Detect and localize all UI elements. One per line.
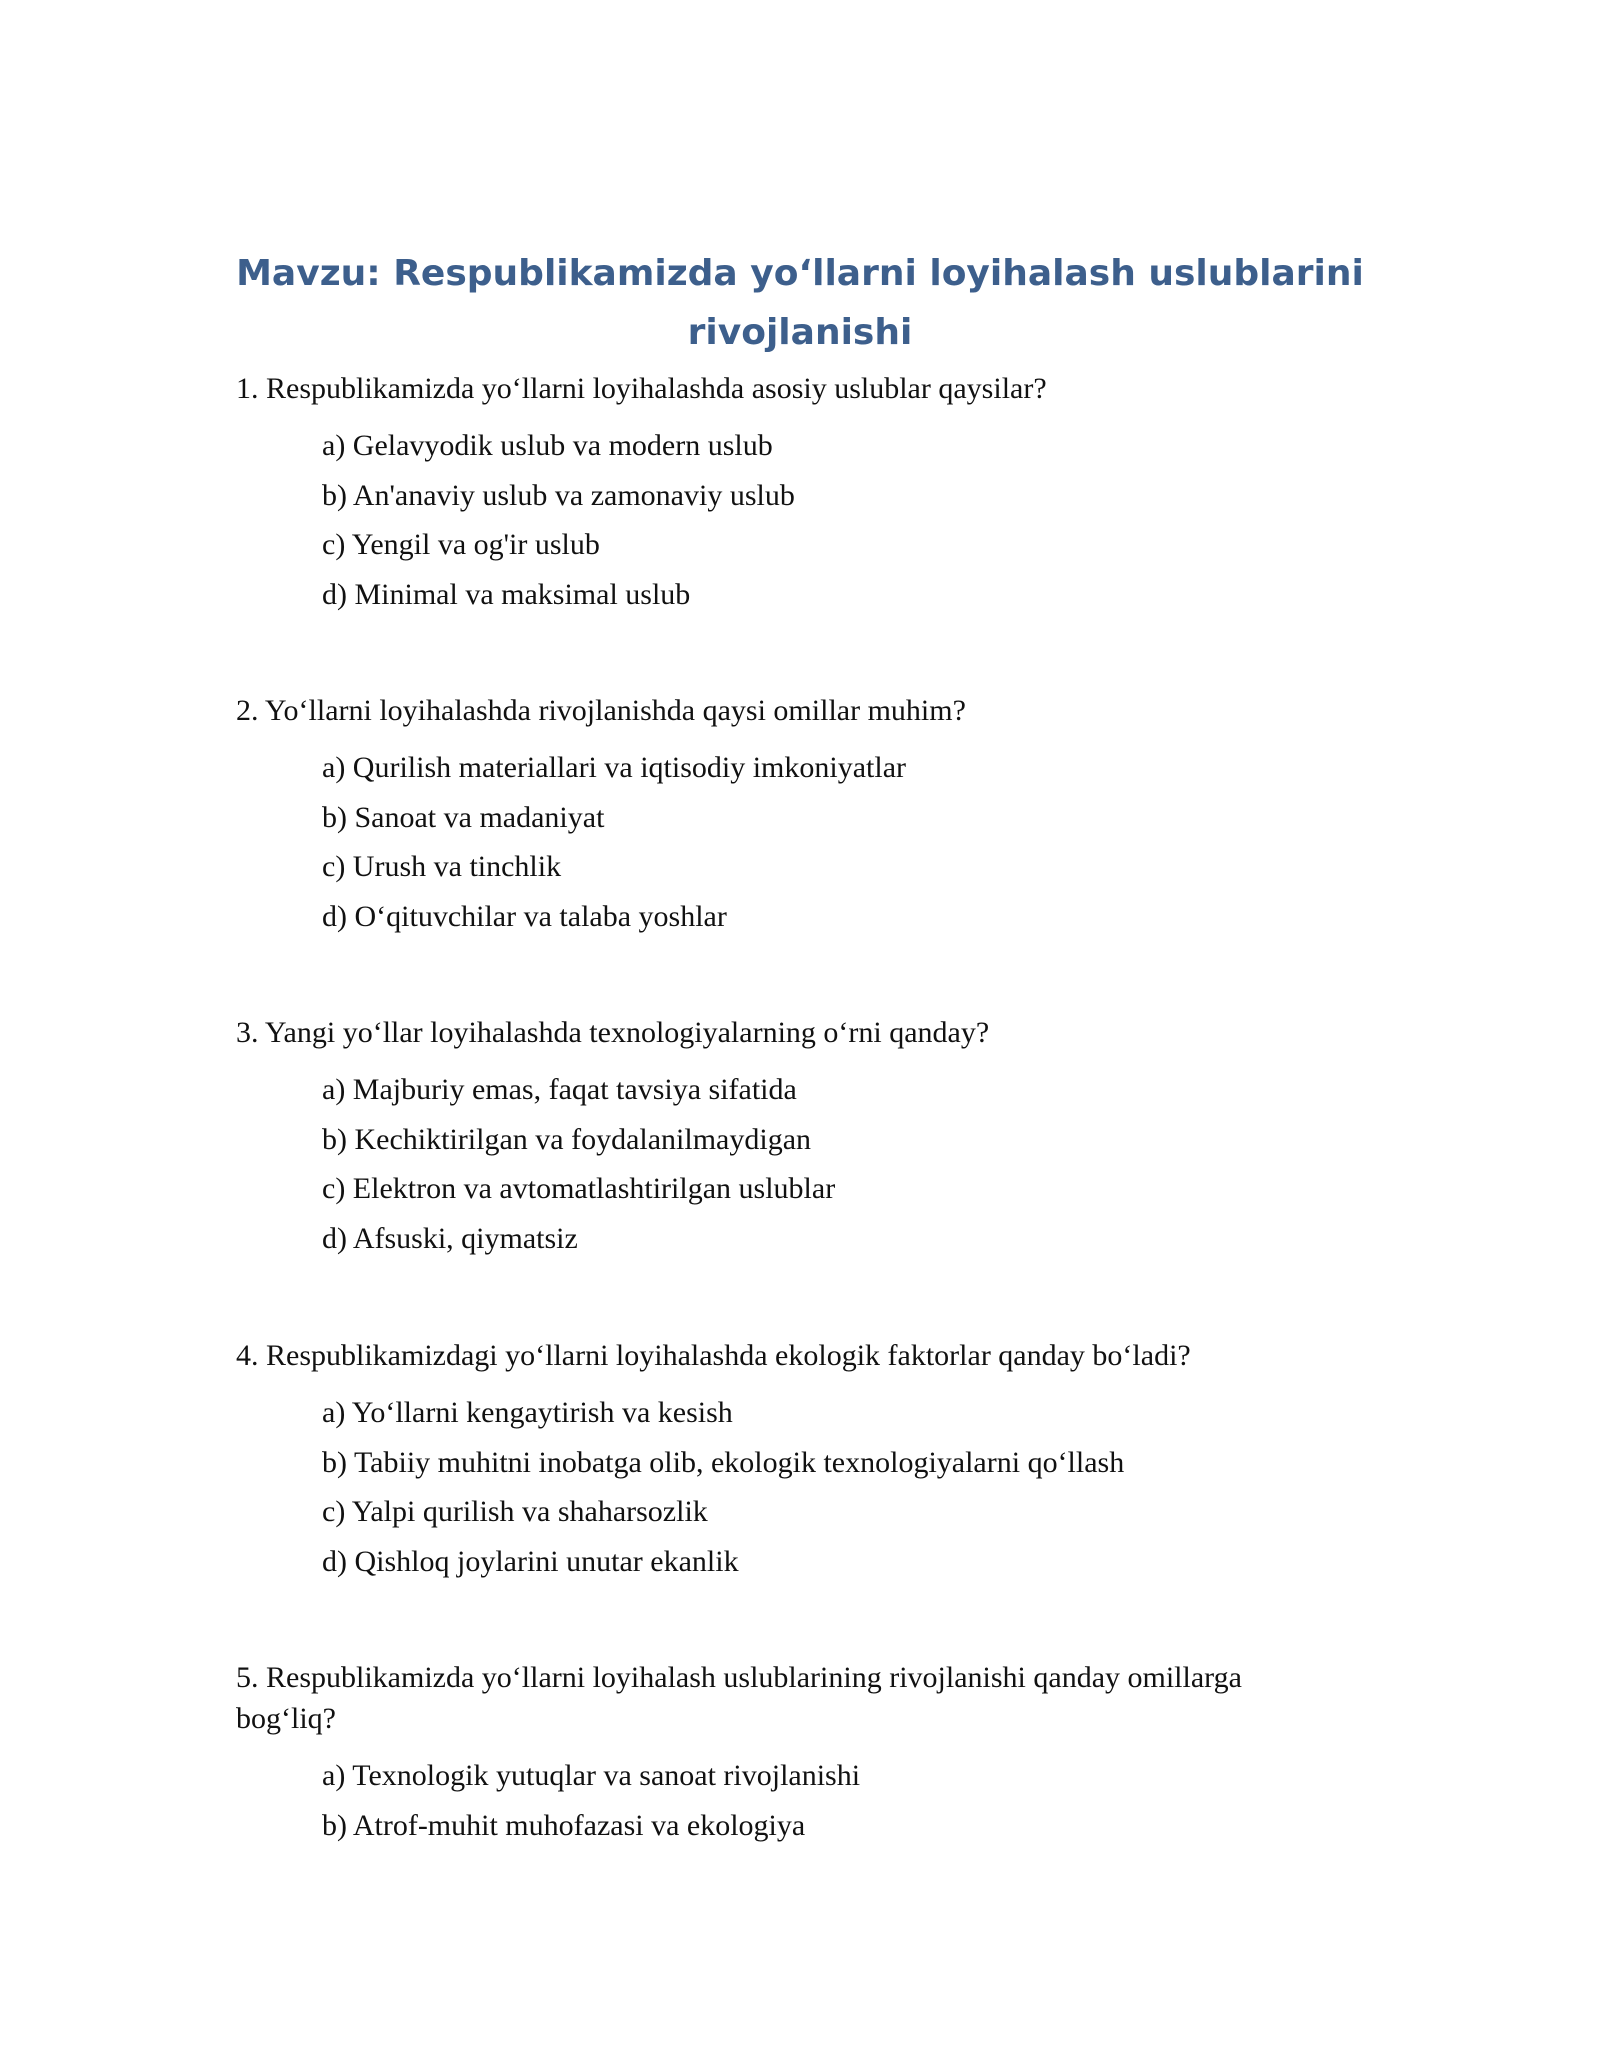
question-text: 5. Respublikamizda yo‘llarni loyihalash uslublarining rivojlanishi qanday omillarga bog‘liq?	[236, 1661, 1242, 1735]
answer-option: a) Majburiy emas, faqat tavsiya sifatida	[322, 1073, 797, 1106]
answer-options	[236, 1751, 1336, 1850]
question-block-2	[236, 690, 1336, 941]
answer-option: b) Kechiktirilgan va foydalanilmaydigan	[322, 1122, 812, 1156]
question-block-5	[236, 1657, 1336, 1850]
answer-option: d) Qishloq joylarini unutar ekanlik	[322, 1544, 739, 1578]
answer-option: b) An'anaviy uslub va zamonaviy uslub	[322, 478, 795, 512]
answer-options	[236, 421, 1336, 619]
answer-option: b) Atrof-muhit muhofazasi va ekologiya	[322, 1808, 806, 1842]
answer-option: c) Urush va tinchlik	[322, 850, 562, 883]
answer-option: c) Yalpi qurilish va shaharsozlik	[322, 1495, 708, 1528]
answer-option: c) Elektron va avtomatlashtirilgan uslublar	[322, 1172, 836, 1205]
question-text: 4. Respublikamizdagi yo‘llarni loyihalashda ekologik faktorlar qanday bo‘ladi?	[236, 1339, 1191, 1372]
answer-options	[236, 1065, 1336, 1263]
question-text: 3. Yangi yo‘llar loyihalashda texnologiyalarning o‘rni qanday?	[236, 1016, 990, 1049]
answer-option: b) Tabiiy muhitni inobatga olib, ekologik texnologiyalarni qo‘llash	[322, 1445, 1125, 1479]
answer-option: d) Afsuski, qiymatsiz	[322, 1221, 578, 1255]
answer-option: d) Minimal va maksimal uslub	[322, 577, 691, 611]
question-block-1	[236, 368, 1336, 619]
answer-option: a) Qurilish materiallari va iqtisodiy imkoniyatlar	[322, 751, 907, 784]
answer-option: c) Yengil va og'ir uslub	[322, 528, 600, 561]
question-block-3	[236, 1012, 1336, 1263]
answer-option: a) Gelavyodik uslub va modern uslub	[322, 429, 773, 462]
question-text: 1. Respublikamizda yo‘llarni loyihalashda asosiy uslublar qaysilar?	[236, 372, 1047, 405]
answer-option: b) Sanoat va madaniyat	[322, 800, 605, 834]
question-text: 2. Yo‘llarni loyihalashda rivojlanishda qaysi omillar muhim?	[236, 694, 966, 727]
answer-option: d) O‘qituvchilar va talaba yoshlar	[322, 899, 727, 933]
answer-option: a) Texnologik yutuqlar va sanoat rivojlanishi	[322, 1759, 861, 1792]
question-block-4	[236, 1335, 1336, 1586]
answer-options	[236, 743, 1336, 941]
document-title: Mavzu: Respublikamizda yo‘llarni loyihalash uslublarini rivojlanishi	[236, 253, 1364, 353]
answer-option: a) Yo‘llarni kengaytirish va kesish	[322, 1396, 733, 1429]
answer-options	[236, 1388, 1336, 1586]
